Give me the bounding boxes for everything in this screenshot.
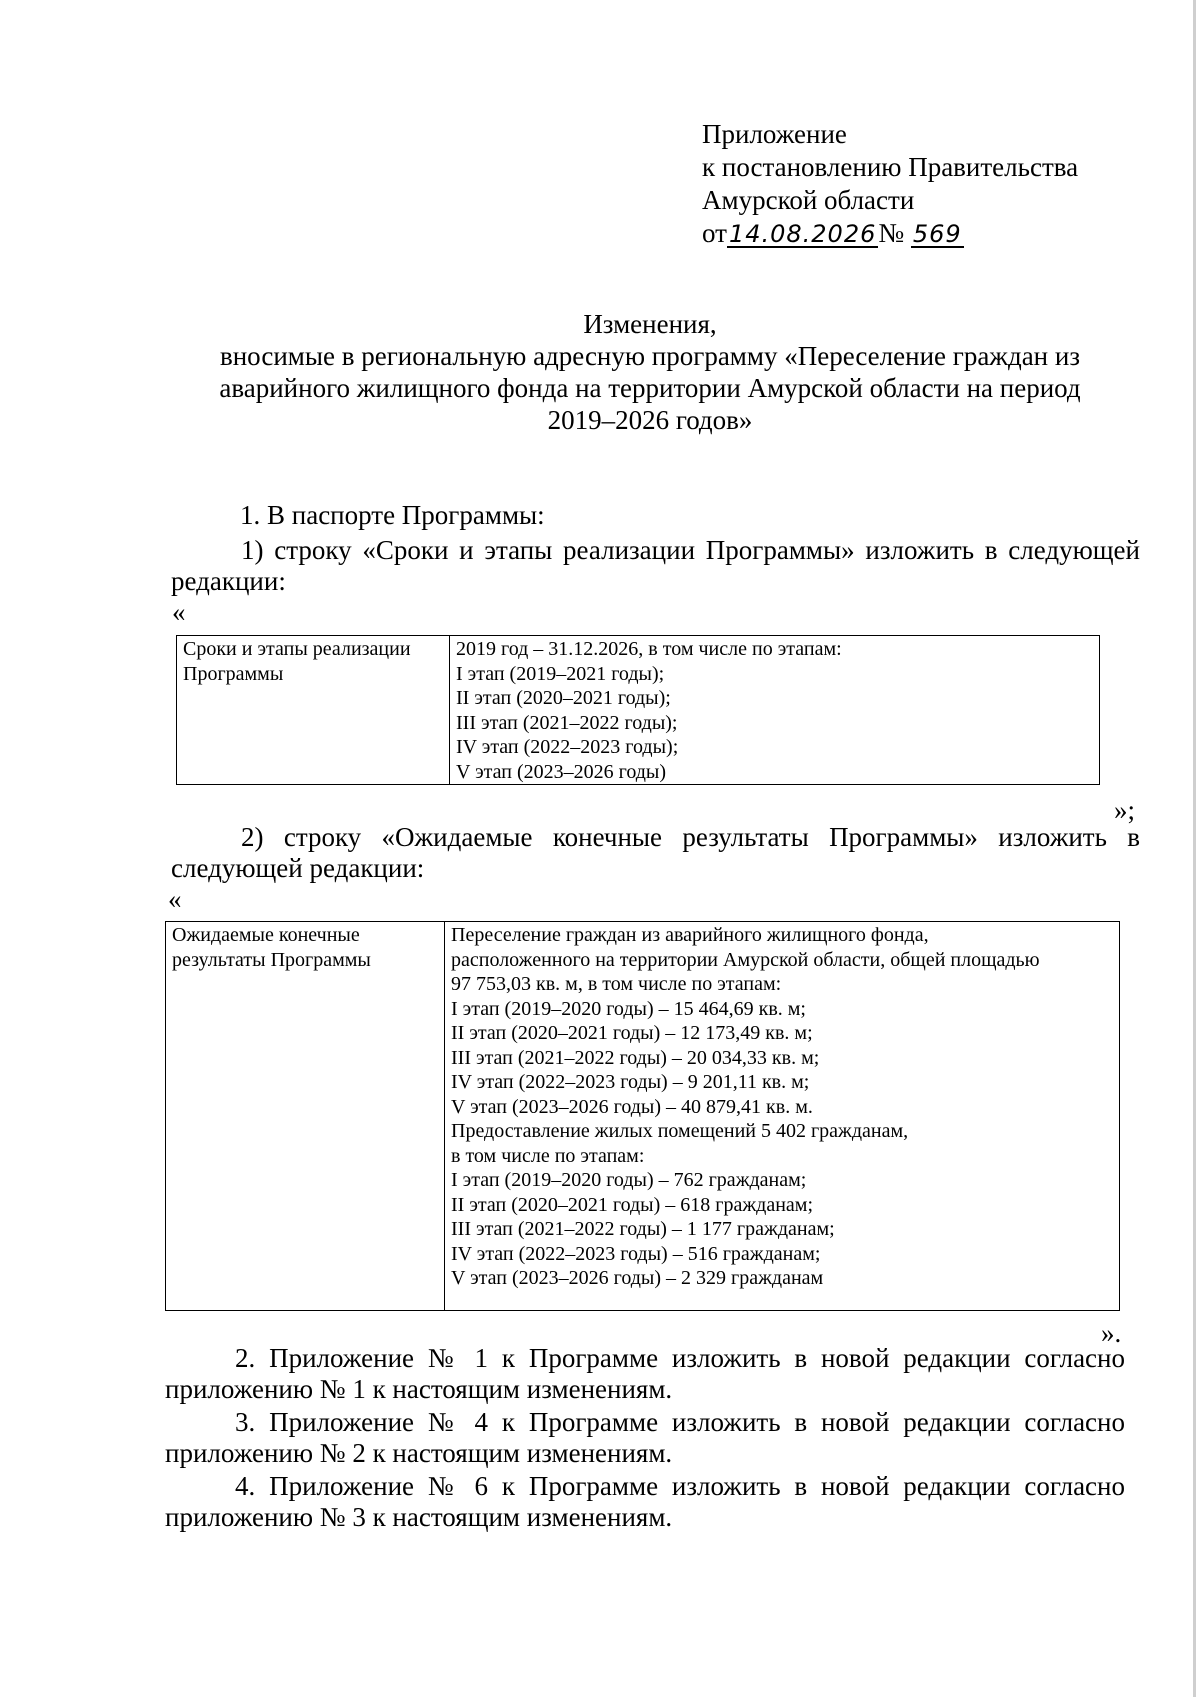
- appendix-line-2: к постановлению Правительства: [702, 152, 1079, 182]
- title-line-3: 2019–2026 годов»: [547, 405, 753, 435]
- terms-value-line: IV этап (2022–2023 годы);: [456, 736, 679, 758]
- document-title: [170, 308, 1130, 436]
- results-value-line: в том числе по этапам:: [451, 1144, 645, 1167]
- results-table: [165, 921, 1120, 1311]
- results-label-line-1: Ожидаемые конечные: [172, 924, 360, 946]
- terms-value-line: I этап (2019–2021 годы);: [456, 662, 665, 685]
- section-1-item-1: 1) строку «Сроки и этапы реализации Программы» изложить в следующей редакции:: [171, 535, 1140, 596]
- results-value-line: III этап (2021–2022 годы) – 1 177 гражданам;: [451, 1218, 835, 1240]
- number-prefix: №: [878, 218, 905, 248]
- results-value-line: I этап (2019–2020 годы) – 15 464,69 кв. м;: [451, 997, 806, 1020]
- terms-label-line-2: Программы: [183, 662, 284, 685]
- title-line-1: вносимые в региональную адресную программу «Переселение граждан из: [219, 341, 1081, 371]
- results-label-line-2: результаты Программы: [172, 948, 371, 971]
- appendix-line-1: Приложение: [702, 119, 847, 149]
- results-value-line: V этап (2023–2026 годы) – 40 879,41 кв. м.: [451, 1095, 813, 1118]
- terms-value-line: V этап (2023–2026 годы): [456, 760, 667, 783]
- scan-edge-line: [1193, 0, 1196, 1697]
- item-4: 4. Приложение № 6 к Программе изложить в новой редакции согласно приложению № 3 к настоящим изменениям.: [165, 1471, 1125, 1532]
- close-quote-2: ».: [1101, 1318, 1122, 1348]
- handwritten-date: 14.08.2026: [728, 220, 877, 248]
- item-3: 3. Приложение № 4 к Программе изложить в новой редакции согласно приложению № 2 к настоящим изменениям.: [165, 1407, 1125, 1468]
- terms-value-cell: [450, 636, 1100, 785]
- results-value-line: IV этап (2022–2023 годы) – 516 гражданам;: [451, 1242, 821, 1265]
- date-prefix: от: [702, 218, 727, 248]
- results-value-line: V этап (2023–2026 годы) – 2 329 гражданам: [451, 1267, 824, 1289]
- terms-label-line-1: Сроки и этапы реализации: [183, 638, 411, 660]
- title-heading: Изменения,: [583, 309, 717, 339]
- table-row: [166, 922, 1120, 1311]
- open-quote-1: «: [172, 597, 186, 627]
- section-1-item-2: 2) строку «Ожидаемые конечные результаты Программы» изложить в следующей редакции:: [171, 822, 1140, 883]
- results-value-line: IV этап (2022–2023 годы) – 9 201,11 кв. м;: [451, 1071, 810, 1093]
- item-2: 2. Приложение № 1 к Программе изложить в новой редакции согласно приложению № 1 к настоящим изменениям.: [165, 1343, 1125, 1404]
- table-row: [177, 636, 1100, 785]
- terms-value-line: II этап (2020–2021 годы);: [456, 687, 671, 709]
- appendix-header: [702, 118, 1078, 250]
- results-value-line: Переселение граждан из аварийного жилищного фонда,: [451, 924, 929, 946]
- title-line-2: аварийного жилищного фонда на территории Амурской области на период: [219, 373, 1081, 403]
- results-value-line: II этап (2020–2021 годы) – 12 173,49 кв. м;: [451, 1022, 813, 1044]
- terms-value-line: III этап (2021–2022 годы);: [456, 711, 678, 734]
- results-value-cell: [445, 922, 1120, 1311]
- appendix-line-3: Амурской области: [702, 185, 915, 215]
- terms-value-line: 2019 год – 31.12.2026, в том числе по этапам:: [456, 638, 842, 660]
- appendix-date-line: [702, 217, 1078, 250]
- section-1-heading: 1. В паспорте Программы:: [240, 500, 545, 530]
- results-label-cell: [166, 922, 445, 1311]
- results-value-line: расположенного на территории Амурской области, общей площадью: [451, 948, 1040, 971]
- results-value-line: III этап (2021–2022 годы) – 20 034,33 кв. м;: [451, 1046, 820, 1069]
- open-quote-2: «: [168, 884, 182, 914]
- results-value-line: I этап (2019–2020 годы) – 762 гражданам;: [451, 1169, 807, 1191]
- results-value-line: 97 753,03 кв. м, в том числе по этапам:: [451, 973, 782, 995]
- results-value-line: II этап (2020–2021 годы) – 618 гражданам;: [451, 1193, 814, 1216]
- terms-table: [176, 635, 1100, 785]
- handwritten-number: 569: [912, 220, 962, 248]
- close-quote-1: »;: [1114, 795, 1136, 825]
- terms-label-cell: [177, 636, 450, 785]
- results-value-line: Предоставление жилых помещений 5 402 гражданам,: [451, 1120, 909, 1142]
